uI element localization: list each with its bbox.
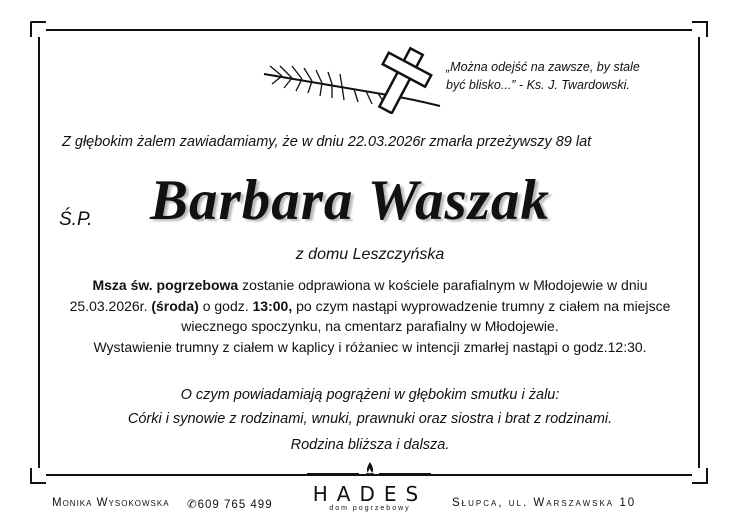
quote-line-1: „Można odejść na zawsze, by stale	[446, 60, 640, 74]
honorific: Ś.P.	[59, 209, 93, 230]
notice-line: O czym powiadamiają pogrążeni w głębokim smutku i żalu:	[180, 387, 560, 403]
mass-text: zostanie odprawiona w kościele parafialnym w Młodojewie w dniu 25.03.2026r.	[69, 277, 648, 314]
mass-paragraph-2: Wystawienie trumny z ciałem w kaplicy i różaniec w intencji zmarłej nastąpi o godz.12:30.	[93, 338, 647, 355]
logo-rule-right	[379, 473, 431, 474]
announcement-intro: Z głębokim żalem zawiadamiamy, że w dniu 22.03.2026r zmarła przeżywszy 89 lat	[62, 134, 592, 150]
mass-heading: Msza św. pogrzebowa	[92, 277, 239, 293]
cross-with-palm-icon	[262, 44, 442, 114]
logo-rule-left	[307, 473, 359, 474]
contact-name: Monika Wysokowska	[52, 497, 170, 509]
address: Słupca, ul. Warszawska 10	[452, 497, 637, 509]
relatives-line: Rodzina bliższa i dalsza.	[290, 437, 450, 453]
phone-number: 609 765 499	[197, 499, 273, 511]
frame-corner	[30, 468, 46, 484]
funeral-mass-details	[62, 275, 678, 357]
flame-icon	[364, 461, 376, 477]
family-line: Córki i synowie z rodzinami, wnuki, prawnuki oraz siostra i brat z rodzinami.	[127, 411, 613, 427]
mass-text: o godz.	[198, 297, 253, 314]
quote-line-2: być blisko...” - Ks. J. Twardowski.	[446, 78, 630, 92]
mass-paragraph-1	[62, 275, 678, 337]
maiden-name: z domu Leszczyńska	[295, 246, 445, 263]
quote	[446, 58, 686, 94]
mass-time: 13:00,	[252, 297, 293, 314]
frame-corner	[30, 21, 46, 37]
mass-day: (środa)	[151, 297, 199, 314]
brand-subtitle: dom pogrzebowy	[329, 505, 411, 512]
mass-text: po czym nastąpi wyprowadzenie trumny z ciałem na miejsce wiecznego spoczynku, na cmentarz parafialny w Młodojewie.	[181, 297, 671, 334]
phone-icon: ✆	[187, 499, 198, 511]
frame-corner	[692, 21, 708, 37]
deceased-name: Barbara Waszak	[150, 169, 550, 232]
brand-logo: HADES	[312, 482, 428, 506]
frame-corner	[692, 468, 708, 484]
contact-phone	[187, 497, 273, 511]
